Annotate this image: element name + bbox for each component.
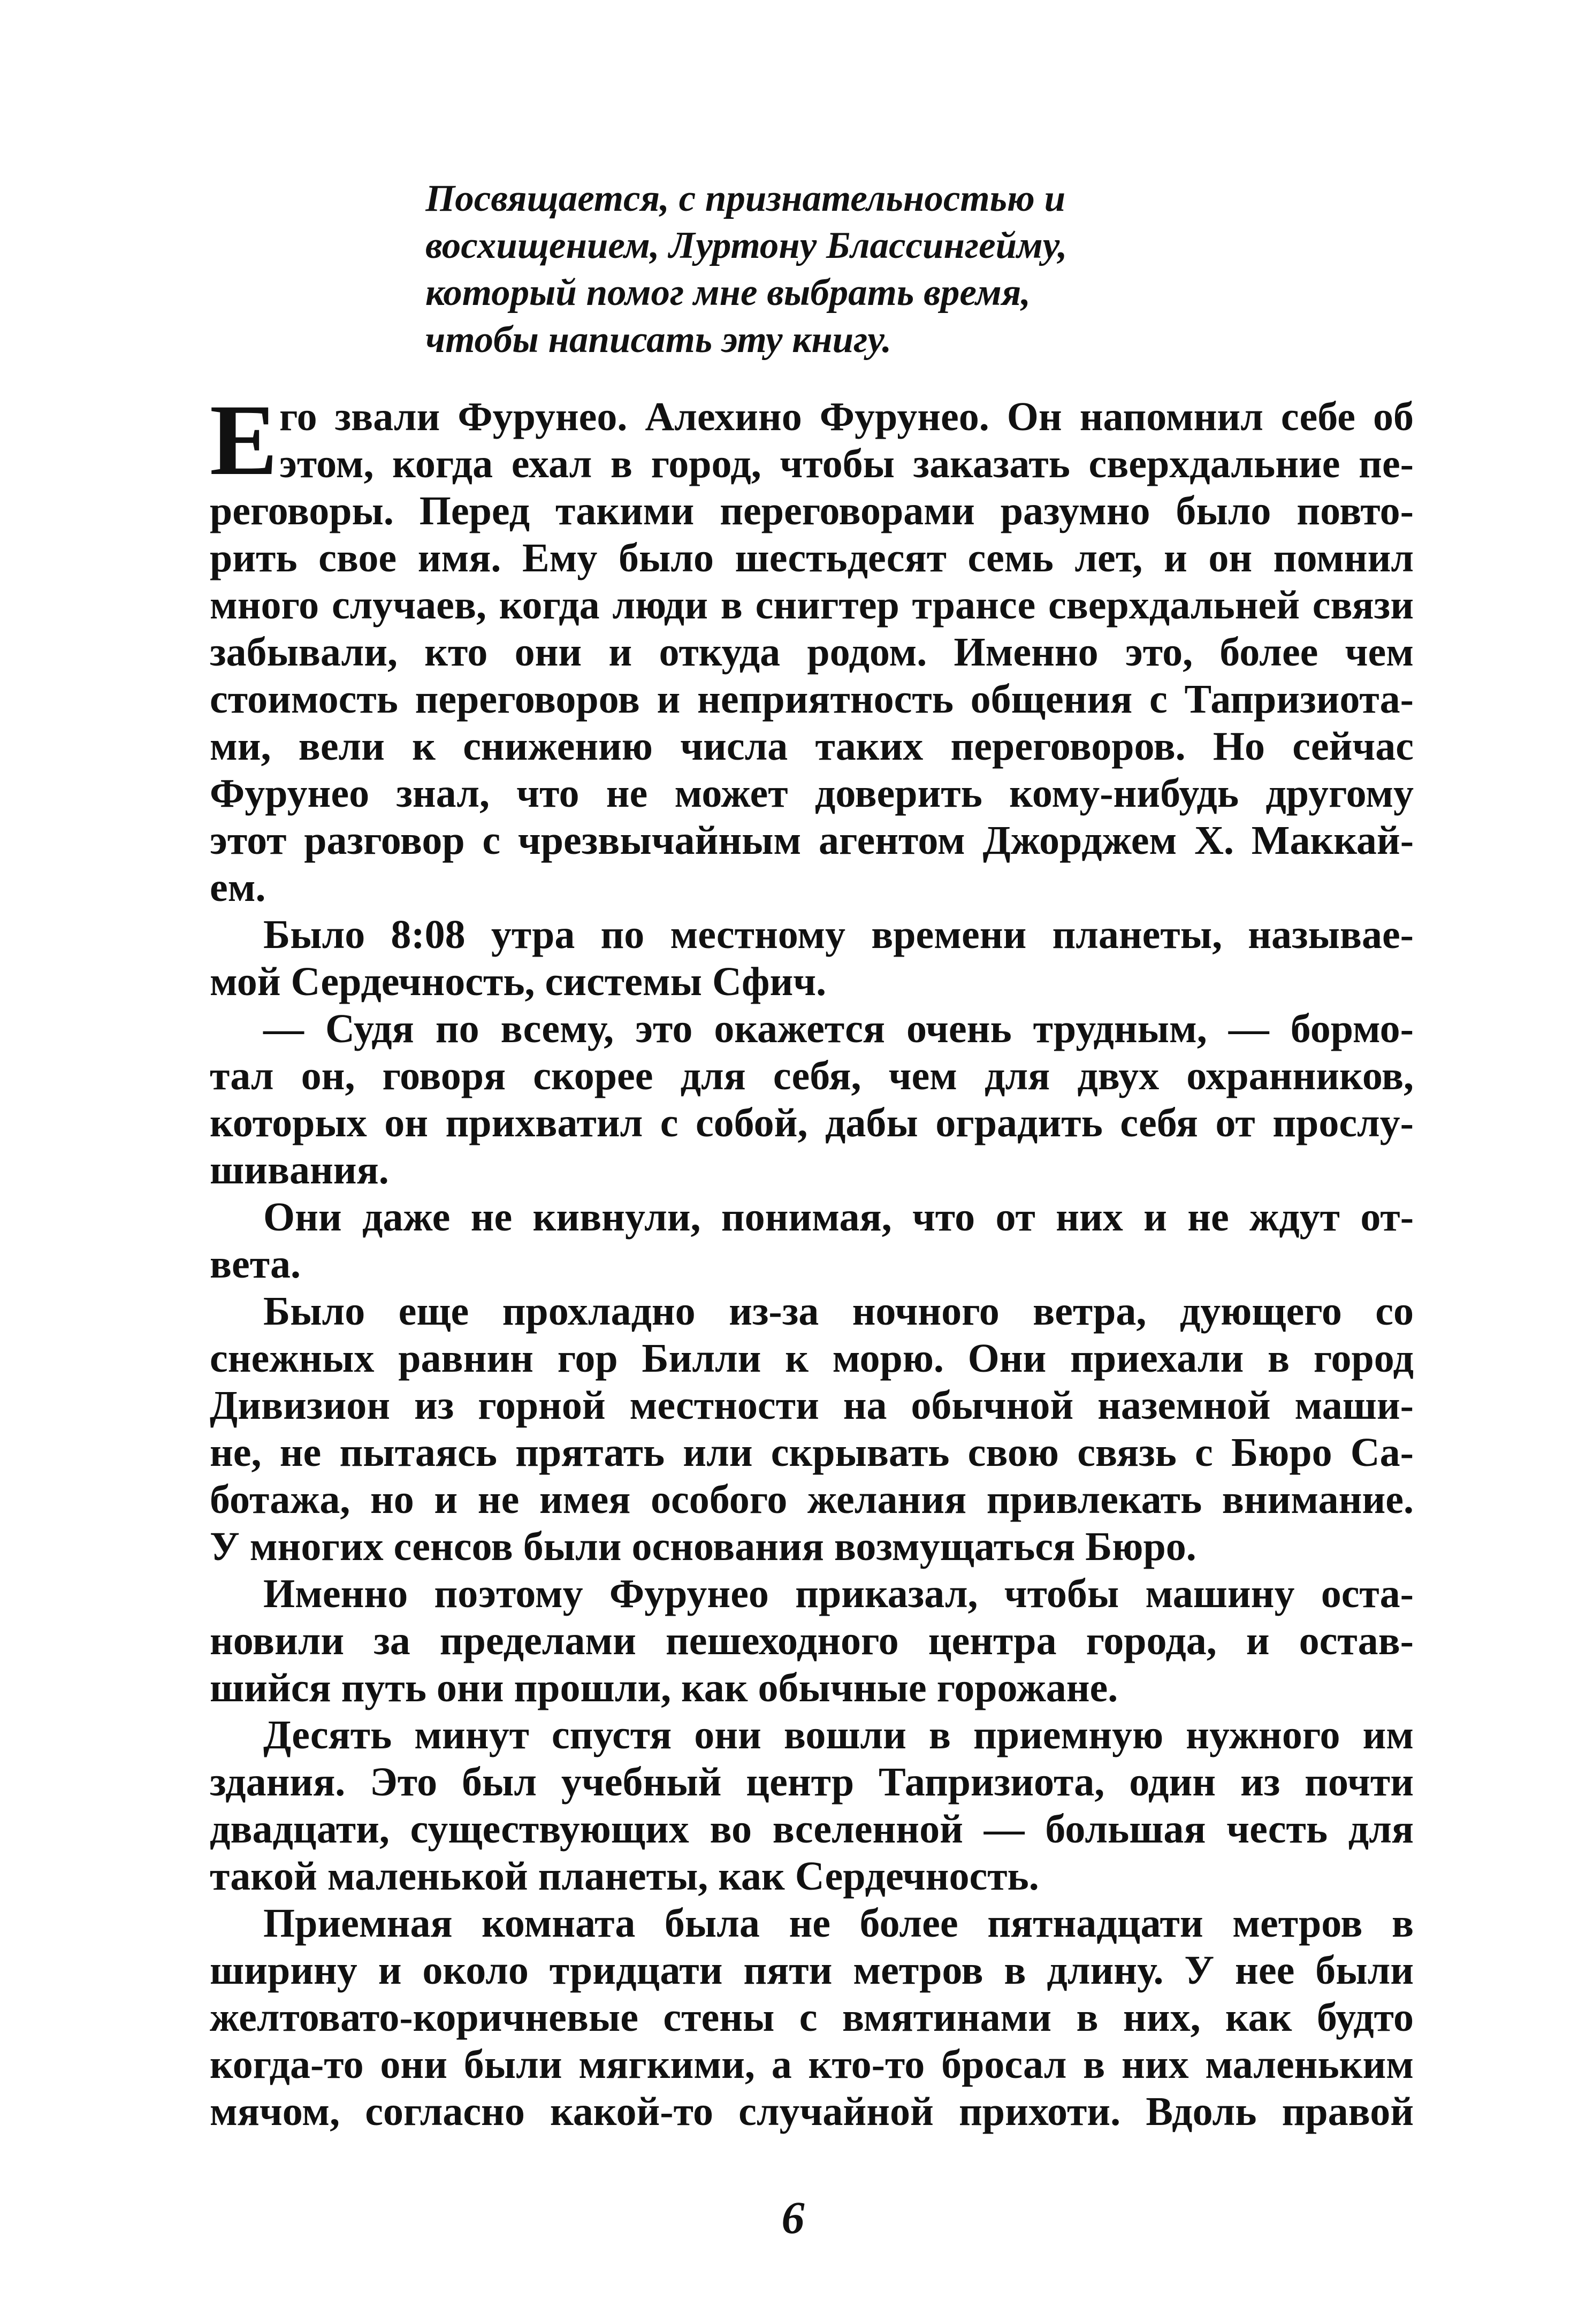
paragraph (210, 1194, 1414, 1288)
paragraph (210, 1005, 1414, 1194)
body-text (210, 384, 1414, 2135)
text-line: не, не пытаясь прятать или скрывать свою связь с Бюро Са- (210, 1430, 1414, 1475)
text-line: Именно поэтому Фурунео приказал, чтобы машину оста- (263, 1571, 1414, 1616)
text-line: У многих сенсов были основания возмущаться Бюро. (210, 1524, 1196, 1569)
text-line: стоимость переговоров и неприятность общения с Тапризиота- (210, 677, 1414, 722)
paragraph (210, 384, 1414, 911)
paragraph (210, 1711, 1414, 1900)
text-line: Приемная комната была не более пятнадцати метров в (263, 1901, 1414, 1946)
text-line: здания. Это был учебный центр Тапризиота, один из почти (210, 1760, 1414, 1805)
text-line: двадцати, существующих во вселенной — большая честь для (210, 1807, 1414, 1852)
text-line: когда-то они были мягкими, а кто-то бросал в них маленьким (210, 2042, 1414, 2087)
text-line: этот разговор с чрезвычайным агентом Джорджем Х. Маккай- (210, 818, 1414, 863)
text-line: тал он, говоря скорее для себя, чем для двух охранников, (210, 1053, 1414, 1098)
text-line: которых он прихватил с собой, дабы оградить себя от прослу- (210, 1100, 1414, 1145)
text-line: Десять минут спустя они вошли в приемную нужного им (263, 1713, 1414, 1757)
text-line: вета. (210, 1242, 301, 1287)
epigraph-line: Посвящается, с признательностью и (425, 178, 1066, 219)
text-line: ем. (210, 865, 266, 910)
text-line: ботажа, но и не имея особого желания привлекать внимание. (210, 1477, 1414, 1522)
text-line: Было еще прохладно из-за ночного ветра, дующего со (263, 1289, 1414, 1334)
epigraph-line: который помог мне выбрать время, (425, 272, 1031, 314)
text-line: мячом, согласно какой-то случайной прихоти. Вдоль правой (210, 2089, 1414, 2134)
text-line: Фурунео знал, что не может доверить кому-нибудь другому (210, 771, 1414, 816)
text-line: шийся путь они прошли, как обычные горожане. (210, 1665, 1118, 1710)
text-line: новили за пределами пешеходного центра города, и остав- (210, 1618, 1414, 1663)
text-line: Они даже не кивнули, понимая, что от них и не ждут от- (263, 1195, 1414, 1240)
text-line: го звали Фурунео. Алехино Фурунео. Он напомнил себе об (279, 394, 1414, 439)
text-line: много случаев, когда люди в снигтер трансе сверхдальней связи (210, 583, 1414, 628)
text-line: ми, вели к снижению числа таких переговоров. Но сейчас (210, 724, 1414, 769)
epigraph (425, 174, 1335, 362)
text-line: забывали, кто они и откуда родом. Именно это, более чем (210, 630, 1414, 675)
paragraph (210, 1900, 1414, 2135)
text-line: — Судя по всему, это окажется очень трудным, — бормо- (263, 1006, 1414, 1051)
paragraph (210, 911, 1414, 1005)
drop-cap: Е (210, 384, 278, 496)
text-line: такой маленькой планеты, как Сердечность. (210, 1854, 1039, 1899)
paragraph (210, 1570, 1414, 1711)
epigraph-line: чтобы написать эту книгу. (425, 319, 892, 361)
text-line: Было 8:08 утра по местному времени планеты, называе- (263, 912, 1414, 957)
text-line: этом, когда ехал в город, чтобы заказать сверхдальние пе- (279, 441, 1414, 486)
text-line: ширину и около тридцати пяти метров в длину. У нее были (210, 1948, 1414, 1993)
text-line: Дивизион из горной местности на обычной наземной маши- (210, 1383, 1414, 1428)
text-line: рить свое имя. Ему было шестьдесят семь лет, и он помнил (210, 536, 1414, 580)
text-line: шивания. (210, 1148, 389, 1192)
text-line: реговоры. Перед такими переговорами разумно было повто- (210, 488, 1414, 533)
paragraph (210, 1288, 1414, 1570)
text-line: снежных равнин гор Билли к морю. Они приехали в город (210, 1336, 1414, 1381)
epigraph-line: восхищением, Луртону Блассингейму, (425, 225, 1068, 266)
page-number: 6 (781, 2192, 805, 2243)
text-line: мой Сердечность, системы Сфич. (210, 959, 827, 1004)
text-line: желтовато-коричневые стены с вмятинами в них, как будто (210, 1995, 1414, 2040)
